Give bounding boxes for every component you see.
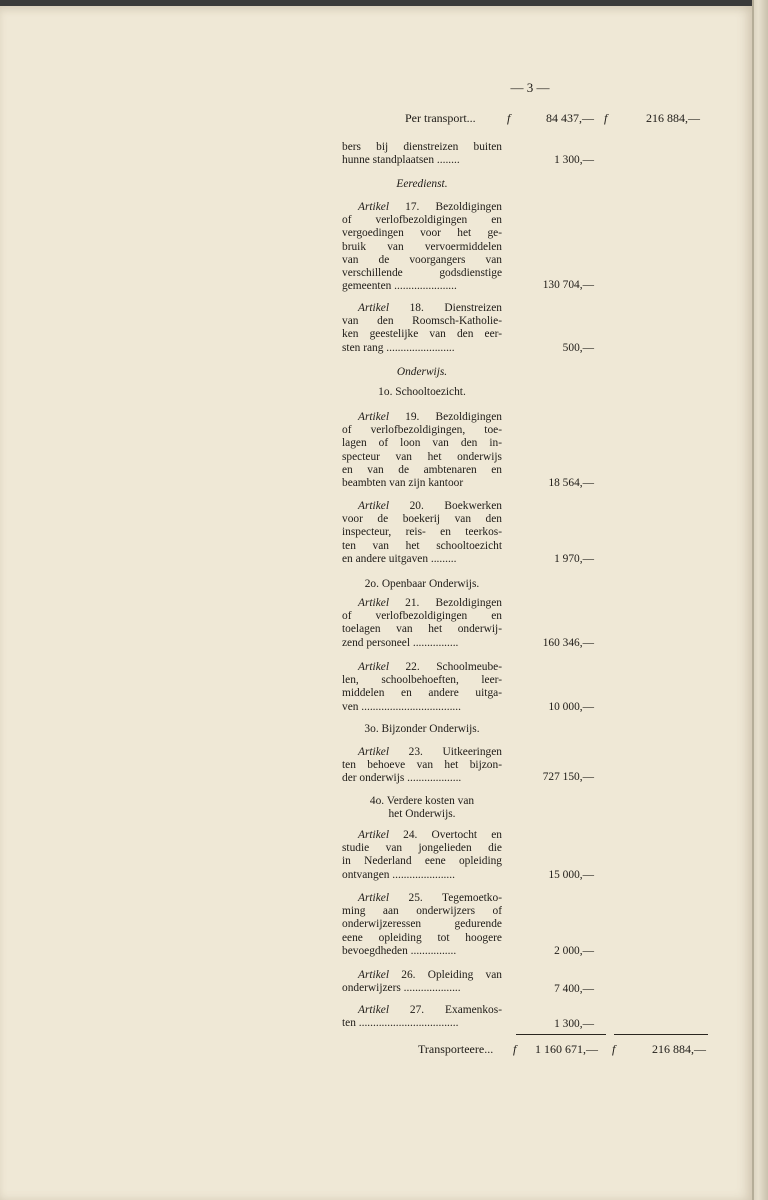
description-line: ken geestelijke van den eer- bbox=[342, 328, 502, 341]
description-line: ten behoeve van het bijzon- bbox=[342, 759, 502, 772]
description-line: verschillende godsdienstige bbox=[342, 267, 502, 280]
description-line: in Nederland eene opleiding bbox=[342, 855, 502, 868]
description-line: ming aan onderwijzers of bbox=[342, 905, 502, 918]
budget-item-amount: 2 000,— bbox=[554, 945, 594, 957]
section-heading: 2o. Openbaar Onderwijs. bbox=[364, 578, 480, 590]
description-line: onderwijzeressen gedurende bbox=[342, 918, 502, 931]
budget-item-amount: 727 150,— bbox=[542, 771, 594, 783]
section-heading: 3o. Bijzonder Onderwijs. bbox=[364, 723, 480, 735]
budget-item-amount: 15 000,— bbox=[548, 869, 594, 881]
budget-item-description bbox=[342, 1004, 502, 1030]
description-line: inspecteur, reis- en teerkos- bbox=[342, 526, 502, 539]
carry-in-florin-1: f bbox=[507, 111, 511, 125]
description-line: toelagen van het onderwij- bbox=[342, 623, 502, 636]
description-line: ven ................................... bbox=[342, 700, 461, 713]
section-heading: Eeredienst. bbox=[396, 178, 448, 190]
description-line: en andere uitgaven ......... bbox=[342, 552, 457, 565]
budget-item-description bbox=[342, 597, 502, 650]
budget-item-description bbox=[342, 829, 502, 882]
description-line: Artikel 25. Tegemoetko- bbox=[358, 892, 502, 904]
section-heading-line: het Onderwijs. bbox=[388, 808, 456, 821]
subtotal-rule-1 bbox=[516, 1034, 606, 1035]
budget-item-description bbox=[342, 411, 502, 490]
budget-item-amount: 18 564,— bbox=[548, 477, 594, 489]
budget-item-description bbox=[342, 746, 502, 786]
page-edge bbox=[752, 0, 768, 1200]
budget-item-description bbox=[342, 661, 502, 714]
budget-item-amount: 500,— bbox=[562, 342, 594, 354]
subtotal-rule-2 bbox=[614, 1034, 708, 1035]
page-number: — 3 — bbox=[510, 80, 550, 95]
carry-out-amount-2: 216 884,— bbox=[652, 1042, 706, 1056]
budget-item-amount: 1 300,— bbox=[554, 1018, 594, 1030]
carry-in-amount-1: 84 437,— bbox=[546, 111, 594, 125]
description-line: ten van het schooltoezicht bbox=[342, 539, 502, 552]
carry-out-florin-1: f bbox=[513, 1042, 517, 1056]
description-line: der onderwijs ................... bbox=[342, 772, 462, 785]
budget-item-amount: 1 300,— bbox=[554, 154, 594, 166]
carry-out-label: Transporteere... bbox=[418, 1042, 494, 1056]
description-line: Artikel 21. Bezoldigingen bbox=[358, 597, 502, 609]
description-line: en van de ambtenaren en bbox=[342, 463, 502, 476]
budget-item-description bbox=[342, 500, 502, 566]
section-heading: Onderwijs. bbox=[396, 366, 448, 378]
carry-in-florin-2: f bbox=[604, 111, 608, 125]
description-line: middelen en andere uitga- bbox=[342, 687, 502, 700]
description-line: ten ................................... bbox=[342, 1017, 459, 1030]
description-line: bevoegdheden ................ bbox=[342, 944, 457, 957]
description-line: specteur van het onderwijs bbox=[342, 450, 502, 463]
carry-in-amount-2: 216 884,— bbox=[646, 111, 700, 125]
description-line: hunne standplaatsen ........ bbox=[342, 154, 460, 167]
budget-item-amount: 130 704,— bbox=[542, 279, 594, 291]
description-line: Artikel 24. Overtocht en bbox=[358, 829, 502, 841]
description-line: Artikel 26. Opleiding van bbox=[358, 969, 502, 981]
description-line: zend personeel ................ bbox=[342, 636, 459, 649]
section-heading: 1o. Schooltoezicht. bbox=[378, 386, 466, 398]
carry-out-florin-2: f bbox=[612, 1042, 616, 1056]
description-line: Artikel 23. Uitkeeringen bbox=[358, 746, 502, 758]
budget-item-description bbox=[342, 302, 502, 355]
description-line: bruik van vervoermiddelen bbox=[342, 240, 502, 253]
budget-item-description bbox=[342, 201, 502, 293]
carry-out-amount-1: 1 160 671,— bbox=[535, 1042, 598, 1056]
carry-in-label: Per transport... bbox=[405, 111, 476, 125]
budget-item-description bbox=[342, 141, 502, 167]
budget-item-description bbox=[342, 892, 502, 958]
section-heading-line: 4o. Verdere kosten van bbox=[369, 795, 475, 807]
description-line: of verlofbezoldigingen en bbox=[342, 214, 502, 227]
description-line: len, schoolbehoeften, leer- bbox=[342, 674, 502, 687]
description-line: van de voorgangers van bbox=[342, 253, 502, 266]
description-line: of verlofbezoldigingen, toe- bbox=[342, 424, 502, 437]
description-line: studie van jongelieden die bbox=[342, 842, 502, 855]
description-line: Artikel 22. Schoolmeube- bbox=[358, 661, 502, 673]
description-line: lagen of loon van den in- bbox=[342, 437, 502, 450]
document-page bbox=[0, 6, 752, 1200]
description-line: eene opleiding tot hoogere bbox=[342, 931, 502, 944]
budget-item-description bbox=[342, 969, 502, 995]
description-line: voor de boekerij van den bbox=[342, 513, 502, 526]
description-line: onderwijzers .................... bbox=[342, 982, 461, 995]
description-line: Artikel 20. Boekwerken bbox=[358, 500, 502, 512]
budget-item-amount: 1 970,— bbox=[554, 553, 594, 565]
description-line: ontvangen ...................... bbox=[342, 868, 455, 881]
description-line: beambten van zijn kantoor bbox=[342, 477, 464, 490]
description-line: Artikel 18. Dienstreizen bbox=[358, 302, 502, 314]
budget-item-amount: 160 346,— bbox=[542, 637, 594, 649]
budget-item-amount: 10 000,— bbox=[548, 701, 594, 713]
description-line: Artikel 17. Bezoldigingen bbox=[358, 201, 502, 213]
description-line: sten rang ........................ bbox=[342, 341, 455, 354]
description-line: Artikel 27. Examenkos- bbox=[358, 1004, 502, 1016]
description-line: of verlofbezoldigingen en bbox=[342, 610, 502, 623]
description-line: van den Roomsch-Katholie- bbox=[342, 315, 502, 328]
description-line: bers bij dienstreizen buiten bbox=[342, 141, 502, 153]
description-line: vergoedingen voor het ge- bbox=[342, 227, 502, 240]
description-line: gemeenten ...................... bbox=[342, 280, 457, 293]
section-heading bbox=[342, 795, 502, 821]
budget-item-amount: 7 400,— bbox=[554, 983, 594, 995]
description-line: Artikel 19. Bezoldigingen bbox=[358, 411, 502, 423]
